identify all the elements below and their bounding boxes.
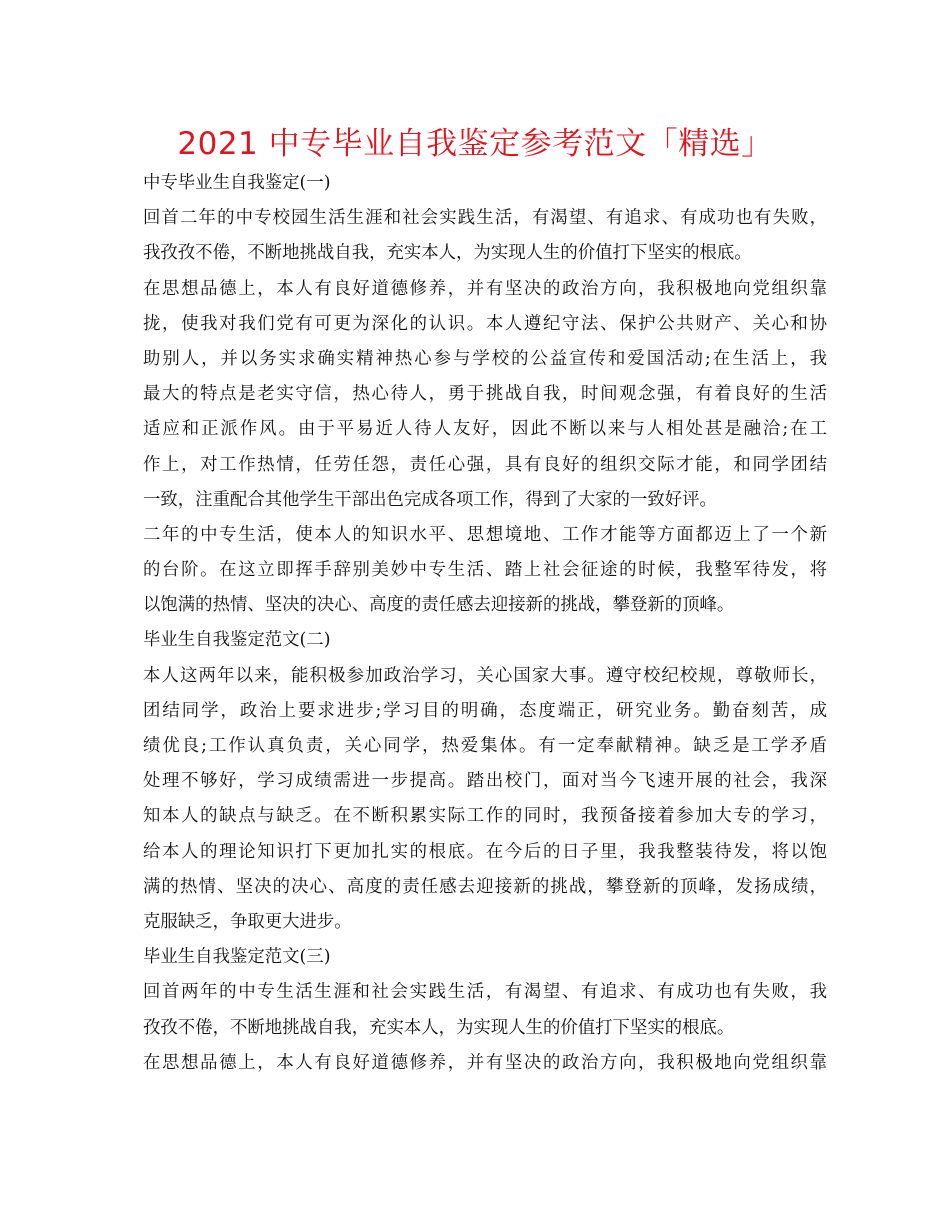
document-body [143, 166, 827, 1081]
text-line: 中专毕业生自我鉴定(一) [143, 173, 331, 193]
text-line: 二年的中专生活，使本人的知识水平、思想境地、工作才能等方面都迈上了一个新 [143, 524, 827, 545]
text-line: 在思想品德上，本人有良好道德修养，并有坚决的政治方向，我积极地向党组织靠 [143, 278, 827, 299]
text-line: 本人这两年以来，能积极参加政治学习，关心国家大事。遵守校纪校规，尊敬师长， [143, 665, 827, 686]
text-line: 毕业生自我鉴定范文(三) [143, 947, 331, 968]
text-line: 适应和正派作风。由于平易近人待人友好，因此不断以来与人相处甚是融洽;在工 [143, 419, 827, 440]
text-line: 毕业生自我鉴定范文(二) [143, 630, 331, 651]
text-line: 孜孜不倦，不断地挑战自我，充实本人，为实现人生的价值打下坚实的根底。 [143, 1017, 735, 1038]
text-line: 给本人的理论知识打下更加扎实的根底。在今后的日子里，我我整装待发，将以饱 [143, 841, 827, 862]
text-line: 回首两年的中专生活生涯和社会实践生活，有渴望、有追求、有成功也有失败，我 [143, 982, 827, 1003]
text-line: 回首二年的中专校园生活生涯和社会实践生活，有渴望、有追求、有成功也有失败， [143, 208, 827, 229]
text-line: 克服缺乏，争取更大进步。 [143, 911, 352, 932]
text-line: 拢，使我对我们党有可更为深化的认识。本人遵纪守法、保护公共财产、关心和协 [143, 313, 827, 334]
text-line: 在思想品德上，本人有良好道德修养，并有坚决的政治方向，我积极地向党组织靠 [143, 1052, 827, 1073]
text-line: 作上，对工作热情，任劳任怨，责任心强，具有良好的组织交际才能，和同学团结 [143, 454, 827, 475]
text-line: 绩优良;工作认真负责，关心同学，热爱集体。有一定奉献精神。缺乏是工学矛盾 [143, 736, 827, 756]
text-line: 最大的特点是老实守信，热心待人，勇于挑战自我，时间观念强，有着良好的生活 [143, 384, 827, 405]
text-line: 团结同学，政治上要求进步;学习目的明确，态度端正，研究业务。勤奋刻苦，成 [143, 700, 827, 721]
text-line: 处理不够好，学习成绩需进一步提高。踏出校门，面对当今飞速开展的社会，我深 [143, 771, 827, 792]
text-line: 的台阶。在这立即挥手辞别美妙中专生活、踏上社会征途的时候，我整军待发，将 [143, 560, 827, 581]
text-line: 以饱满的热情、坚决的决心、高度的责任感去迎接新的挑战，攀登新的顶峰。 [143, 595, 735, 616]
text-line: 满的热情、坚决的决心、高度的责任感去迎接新的挑战，攀登新的顶峰，发扬成绩， [143, 876, 827, 897]
text-line: 助别人，并以务实求确实精神热心参与学校的公益宣传和爱国活动;在生活上，我 [143, 348, 827, 369]
text-line: 一致，注重配合其他学生干部出色完成各项工作，得到了大家的一致好评。 [143, 489, 717, 510]
text-line: 我孜孜不倦，不断地挑战自我，充实本人，为实现人生的价值打下坚实的根底。 [143, 243, 752, 264]
text-line: 知本人的缺点与缺乏。在不断积累实际工作的同时，我预备接着参加大专的学习， [143, 806, 827, 827]
document-title: 2021 中专毕业自我鉴定参考范文「精选」 [177, 126, 773, 162]
